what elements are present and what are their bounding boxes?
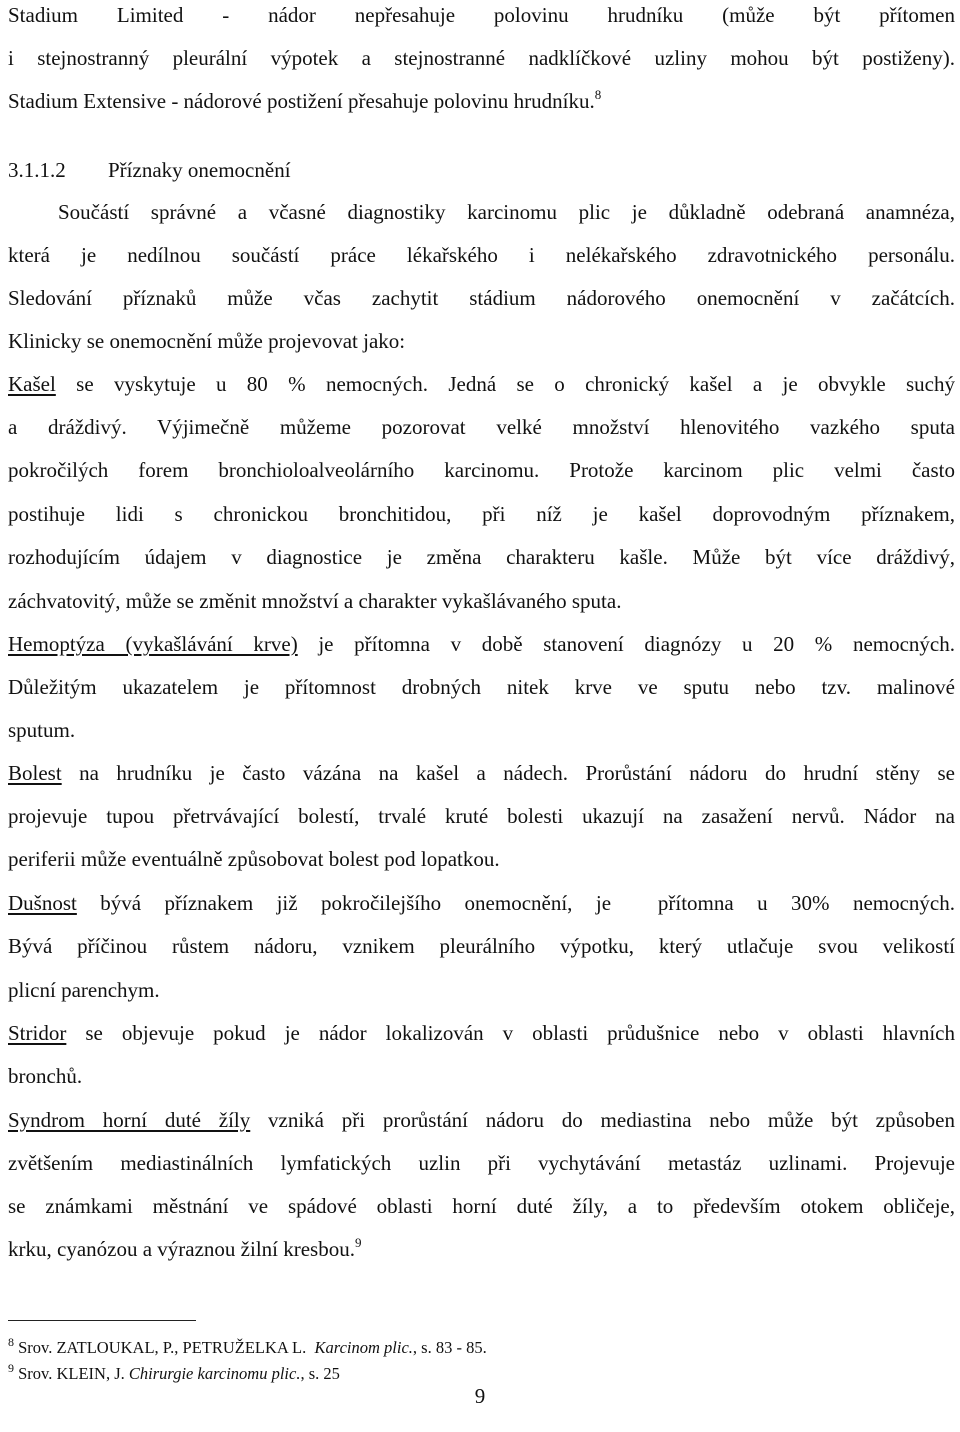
bolest-line-3: periferii může eventuálně způsobovat bolest pod lopatkou. [8, 847, 500, 871]
dusnost-term: Dušnost [8, 891, 77, 915]
footnote-9-pre: Srov. KLEIN, J. [18, 1364, 129, 1383]
stridor-line-2: bronchů. [8, 1064, 83, 1088]
syndrom-line-3: se známkami městnání ve spádové oblasti horní duté žíly, a to především otokem obličeje, [8, 1194, 955, 1218]
hemoptyza-term: Hemoptýza (vykašlávání krve) [8, 632, 298, 656]
footnote-9-post: , s. 25 [300, 1364, 340, 1383]
intro-line-3 [8, 88, 955, 114]
footnote-divider [8, 1320, 196, 1321]
footnote-8-pre: Srov. ZATLOUKAL, P., PETRUŽELKA L. [18, 1338, 315, 1357]
footnote-ref-8: 8 [594, 88, 602, 102]
footnote-8-number: 8 [8, 1335, 14, 1349]
stridor-line-1 [8, 1020, 955, 1046]
kasel-line-1 [8, 371, 955, 397]
section-heading [8, 157, 955, 183]
page-number: 9 [474, 1384, 486, 1408]
stridor-line-1-text: se objevuje pokud je nádor lokalizován v oblasti průdušnice nebo v oblasti hlavních [66, 1021, 955, 1045]
kasel-line-1-text: se vyskytuje u 80 % nemocných. Jedná se o chronický kašel a je obvykle suchý [55, 372, 955, 396]
bolest-line-2: projevuje tupou přetrvávající bolestí, trvalé kruté bolesti ukazují na zasažení nervů. Nádor na [8, 804, 955, 828]
syndrom-line-1 [8, 1107, 955, 1133]
kasel-line-4: postihuje lidi s chronickou bronchitidou, při níž je kašel doprovodným příznakem, [8, 502, 955, 526]
dusnost-line-1 [8, 890, 955, 916]
footnote-ref-9: 9 [354, 1236, 362, 1250]
para1-line-1: Součástí správné a včasné diagnostiky karcinomu plic je důkladně odebraná anamnéza, [58, 200, 955, 224]
dusnost-line-2: Bývá příčinou růstem nádoru, vznikem pleurálního výpotku, který utlačuje svou velikostí [8, 934, 955, 958]
syndrom-line-4 [8, 1236, 955, 1262]
footnote-8 [8, 1335, 487, 1358]
syndrom-term: Syndrom horní duté žíly [8, 1108, 251, 1132]
hemoptyza-line-1-text: je přítomna v době stanovení diagnózy u 20 % nemocných. [297, 632, 955, 656]
hemoptyza-line-3: sputum. [8, 718, 76, 742]
kasel-line-6: záchvatovitý, může se změnit množství a charakter vykašlávaného sputa. [8, 589, 622, 613]
kasel-term: Kašel [8, 372, 56, 396]
para1-line-3: Sledování příznaků může včas zachytit stádium nádorového onemocnění v začátcích. [8, 286, 955, 310]
hemoptyza-line-2: Důležitým ukazatelem je přítomnost drobných nitek krve ve sputu nebo tzv. malinové [8, 675, 955, 699]
intro-line-3-text: Stadium Extensive - nádorové postižení přesahuje polovinu hrudníku. [8, 89, 595, 113]
footnote-8-post: , s. 83 - 85. [412, 1338, 487, 1357]
para1-line-4: Klinicky se onemocnění může projevovat jako: [8, 329, 406, 353]
stridor-term: Stridor [8, 1021, 67, 1045]
bolest-line-1 [8, 760, 955, 786]
kasel-line-5: rozhodujícím údajem v diagnostice je změna charakteru kašle. Může být více dráždivý, [8, 545, 955, 569]
section-title: Příznaky onemocnění [108, 158, 291, 182]
dusnost-line-1-text: bývá příznakem již pokročilejšího onemocnění, je přítomna u 30% nemocných. [76, 891, 955, 915]
hemoptyza-line-1 [8, 631, 955, 657]
dusnost-line-3: plicní parenchym. [8, 978, 160, 1002]
para1-line-2: která je nedílnou součástí práce lékařského i nelékařského zdravotnického personálu. [8, 243, 955, 267]
intro-line-2: i stejnostranný pleurální výpotek a stejnostranné nadklíčkové uzliny mohou být postiženy). [8, 46, 955, 70]
footnote-9-number: 9 [8, 1361, 14, 1375]
syndrom-line-1-text: vzniká při prorůstání nádoru do mediastina nebo může být způsoben [250, 1108, 955, 1132]
footnote-9-title: Chirurgie karcinomu plic. [128, 1364, 301, 1383]
section-number: 3.1.1.2 [8, 158, 66, 182]
bolest-term: Bolest [8, 761, 62, 785]
bolest-line-1-text: na hrudníku je často vázána na kašel a nádech. Prorůstání nádoru do hrudní stěny se [61, 761, 955, 785]
footnote-9 [8, 1361, 340, 1384]
intro-line-1: Stadium Limited - nádor nepřesahuje polovinu hrudníku (může být přítomen [8, 3, 955, 27]
syndrom-line-4-text: krku, cyanózou a výraznou žilní kresbou. [8, 1237, 355, 1261]
kasel-line-2: a dráždivý. Výjimečně můžeme pozorovat velké množství hlenovitého vazkého sputa [8, 415, 955, 439]
syndrom-line-2: zvětšením mediastinálních lymfatických uzlin při vychytávání metastáz uzlinami. Projevuje [8, 1151, 955, 1175]
footnote-8-title: Karcinom plic. [314, 1338, 413, 1357]
kasel-line-3: pokročilých forem bronchioloalveolárního karcinomu. Protože karcinom plic velmi často [8, 458, 955, 482]
